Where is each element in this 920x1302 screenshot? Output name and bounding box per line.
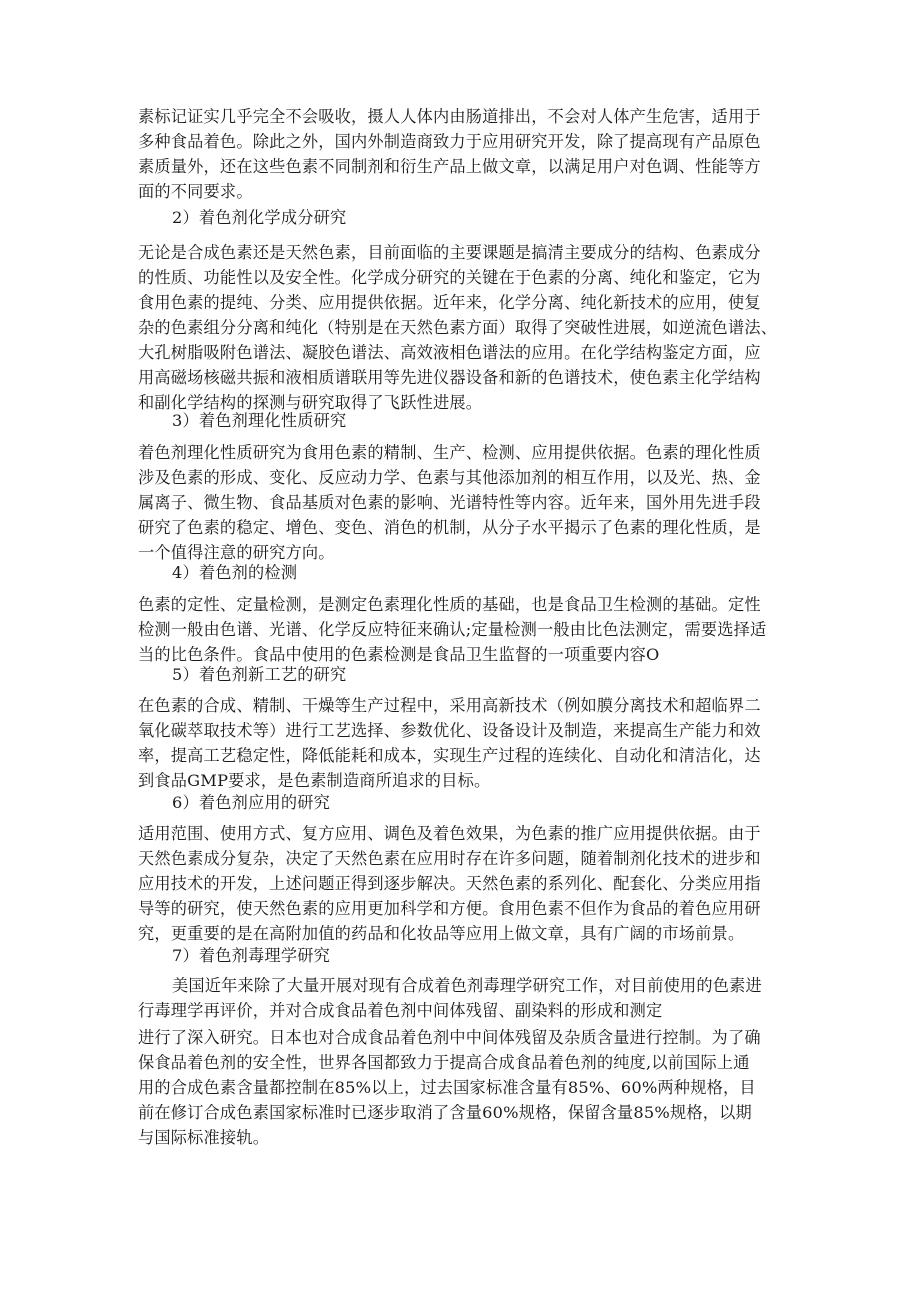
text-line: 大孔树脂吸附色谱法、凝胶色谱法、高效液相色谱法的应用。在化学结构鉴定方面，应 [138,343,761,362]
text-line: 适用范围、使用方式、复方应用、调色及着色效果，为色素的推广应用提供依据。由于 [138,824,761,843]
text-line: 检测一般由色谱、光谱、化学反应特征来确认;定量检测一般由比色法测定，需要选择适 [138,620,767,639]
section-heading-3: 3）着色剂理化性质研究 [172,411,347,430]
text-line: 研究了色素的稳定、增色、变色、消色的机制，从分子水平揭示了色素的理化性质，是 [138,518,761,537]
section-heading-5: 5）着色剂新工艺的研究 [172,665,347,684]
text-line: 当的比色条件。食品中使用的色素检测是食品卫生监督的一项重要内容O [138,645,660,664]
paragraph-5 [138,693,788,793]
section-heading-7: 7）着色剂毒理学研究 [172,946,330,965]
paragraph-4 [138,592,788,667]
text-line: 用的合成色素含量都控制在85%以上，过去国家标准含量有85%、60%两种规格，目 [138,1078,756,1097]
text-line: 行毒理学再评价，并对合成食品着色剂中间体残留、副染料的形成和测定 [138,1001,663,1020]
text-line: 杂的色素组分分离和纯化（特别是在天然色素方面）取得了突破性进展，如逆流色谱法、 [138,318,778,337]
text-line: 在色素的合成、精制、干燥等生产过程中，采用高新技术（例如膜分离技术和超临界二 [138,696,761,715]
text-line: 美国近年来除了大量开展对现有合成着色剂毒理学研究工作，对目前使用的色素进 [172,976,762,995]
text-line: 天然色素成分复杂，决定了天然色素在应用时存在许多问题，随着制剂化技术的进步和 [138,849,761,868]
paragraph-7b [138,1025,788,1150]
text-line: 前在修订合成色素国家标准时已逐步取消了含量60%规格，保留含量85%规格，以期 [138,1103,752,1122]
text-line: 属离子、微生物、食品基质对色素的影响、光谱特性等内容。近年来，国外用先进手段 [138,493,761,512]
paragraph-3 [138,440,788,565]
text-line: 到食品GMP要求，是色素制造商所追求的目标。 [138,771,491,790]
text-line: 率，提高工艺稳定性，降低能耗和成本，实现生产过程的连续化、自动化和清洁化，达 [138,746,761,765]
section-heading-4: 4）着色剂的检测 [172,563,298,582]
text-line: 的性质、功能性以及安全性。化学成分研究的关键在于色素的分离、纯化和鉴定，它为 [138,268,761,287]
text-line: 素标记证实几乎完全不会吸收，摄人人体内由肠道排出，不会对人体产生危害，适用于 [138,107,761,126]
text-line: 进行了深入研究。日本也对合成食品着色剂中中间体残留及杂质含量进行控制。为了确 [138,1028,761,1047]
text-line: 着色剂理化性质研究为食用色素的精制、生产、检测、应用提供依据。色素的理化性质 [138,443,761,462]
text-line: 一个值得注意的研究方向。 [138,543,335,562]
paragraph-6 [138,821,788,946]
text-line: 色素的定性、定量检测，是测定色素理化性质的基础，也是食品卫生检测的基础。定性 [138,595,761,614]
text-line: 素质量外，还在这些色素不同制剂和衍生产品上做文章，以满足用户对色调、性能等方 [138,157,761,176]
text-line: 导等的研究，使天然色素的应用更加科学和方便。食用色素不但作为食品的着色应用研 [138,899,761,918]
text-line: 与国际标准接轨。 [138,1128,270,1147]
text-line: 氧化碳萃取技术等）进行工艺选择、参数优化、设备设计及制造，来提高生产能力和效 [138,721,761,740]
text-line: 无论是合成色素还是天然色素，目前面临的主要课题是搞清主要成分的结构、色素成分 [138,243,761,262]
text-line: 食用色素的提纯、分类、应用提供依据。近年来，化学分离、纯化新技术的应用，使复 [138,293,761,312]
section-heading-6: 6）着色剂应用的研究 [172,793,330,812]
section-heading-2: 2）着色剂化学成分研究 [172,208,347,227]
paragraph-7a [138,973,788,1023]
text-line: 保食品着色剂的安全性，世界各国都致力于提高合成食品着色剂的纯度,以前国际上通 [138,1053,750,1072]
text-line: 面的不同要求。 [138,182,253,201]
text-line: 多种食品着色。除此之外，国内外制造商致力于应用研究开发，除了提高现有产品原色 [138,132,761,151]
text-line: 和副化学结构的探测与研究取得了飞跃性进展。 [138,393,483,412]
text-line: 究，更重要的是在高附加值的药品和化妆品等应用上做文章，具有广阔的市场前景。 [138,924,745,943]
paragraph-2 [138,240,788,415]
paragraph-intro [138,104,788,204]
text-line: 涉及色素的形成、变化、反应动力学、色素与其他添加剂的相互作用，以及光、热、金 [138,468,761,487]
text-line: 用高磁场核磁共振和液相质谱联用等先进仪器设备和新的色谱技术，使色素主化学结构 [138,368,761,387]
text-line: 应用技术的开发，上述问题正得到逐步解决。天然色素的系列化、配套化、分类应用指 [138,874,761,893]
